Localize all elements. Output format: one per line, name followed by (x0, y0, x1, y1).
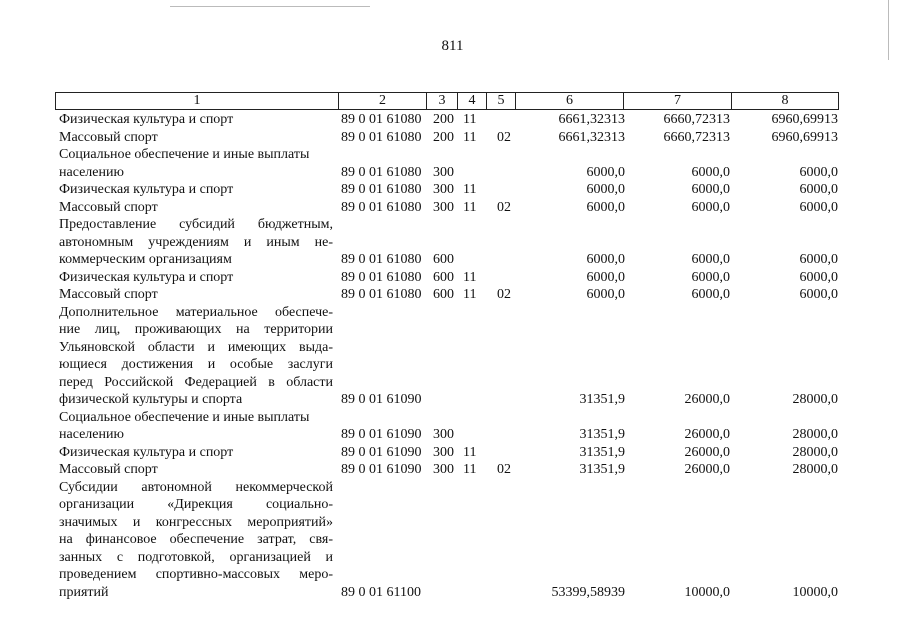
row-value-col8: 6000,0 (799, 269, 838, 285)
row-name-cell: коммерческим организациям (59, 252, 232, 267)
row-code-cell: 89 0 01 61080 (341, 287, 422, 302)
row-name-cell: Массовый спорт (59, 199, 158, 215)
row-code-cell: 89 0 01 61080 (341, 112, 422, 127)
table-row (0, 339, 905, 357)
row-value-col8: 28000,0 (792, 392, 838, 407)
row-code-cell: 89 0 01 61090 (341, 444, 422, 460)
row-rz-cell: 11 (463, 444, 477, 460)
row-rz-cell: 11 (463, 129, 477, 145)
row-value-col7: 6000,0 (691, 182, 730, 197)
row-name-cell: ние лиц, проживающих на территории (59, 322, 333, 337)
row-value-col7: 6000,0 (691, 164, 730, 180)
row-code-cell: 89 0 01 61080 (341, 199, 422, 215)
row-value-col6: 31351,9 (579, 392, 625, 407)
row-value-col6: 31351,9 (579, 462, 625, 477)
table-row (0, 164, 905, 182)
row-pr-cell: 02 (497, 462, 511, 477)
table-row (0, 146, 905, 164)
row-name-cell: на финансовое обеспечение затрат, свя- (59, 532, 333, 547)
row-name-cell: населению (59, 164, 124, 180)
header-col-1: 1 (56, 93, 339, 109)
table-row (0, 409, 905, 427)
row-value-col7: 6000,0 (691, 252, 730, 267)
row-name-cell: Субсидии автономной некоммерческой (59, 479, 333, 495)
header-col-3: 3 (427, 93, 458, 109)
row-vr-cell: 300 (433, 199, 454, 215)
row-value-col8: 28000,0 (792, 444, 838, 460)
row-name-cell: организации «Дирекция социально- (59, 497, 333, 512)
row-code-cell: 89 0 01 61090 (341, 392, 422, 407)
table-row (0, 216, 905, 234)
row-value-col8: 28000,0 (792, 462, 838, 477)
row-name-cell: Массовый спорт (59, 287, 158, 302)
row-value-col6: 6000,0 (586, 182, 625, 197)
row-value-col7: 6000,0 (691, 269, 730, 285)
row-value-col8: 10000,0 (792, 584, 838, 600)
row-value-col7: 10000,0 (684, 584, 730, 600)
header-col-2: 2 (339, 93, 427, 109)
row-rz-cell: 11 (463, 287, 477, 302)
row-name-cell: занных с подготовкой, организацией и (59, 549, 333, 565)
header-col-6: 6 (516, 93, 624, 109)
row-code-cell: 89 0 01 61080 (341, 182, 422, 197)
row-name-cell: приятий (59, 584, 109, 600)
table-row (0, 234, 905, 252)
table-row (0, 199, 905, 217)
row-value-col7: 6660,72313 (663, 129, 730, 145)
row-rz-cell: 11 (463, 112, 477, 127)
row-value-col8: 6000,0 (799, 252, 838, 267)
table-row (0, 304, 905, 322)
table-row (0, 549, 905, 567)
row-name-cell: физической культуры и спорта (59, 392, 243, 407)
row-value-col6: 31351,9 (579, 444, 625, 460)
table-row (0, 531, 905, 549)
row-name-cell: Предоставление субсидий бюджетным, (59, 217, 333, 232)
row-pr-cell: 02 (497, 287, 511, 302)
row-pr-cell: 02 (497, 129, 511, 145)
row-name-cell: Социальное обеспечение и иные выплаты (59, 409, 310, 425)
row-vr-cell: 600 (433, 252, 454, 267)
row-name-cell: перед Российской Федерацией в области (59, 374, 333, 390)
row-vr-cell: 300 (433, 427, 454, 442)
row-value-col7: 26000,0 (684, 462, 730, 477)
table-body (0, 111, 905, 601)
row-code-cell: 89 0 01 61090 (341, 427, 422, 442)
row-code-cell: 89 0 01 61080 (341, 252, 422, 267)
row-value-col7: 6000,0 (691, 287, 730, 302)
row-vr-cell: 300 (433, 164, 454, 180)
row-code-cell: 89 0 01 61080 (341, 269, 422, 285)
row-value-col7: 6000,0 (691, 199, 730, 215)
row-rz-cell: 11 (463, 182, 477, 197)
row-name-cell: Дополнительное материальное обеспече- (59, 304, 333, 320)
table-row (0, 111, 905, 129)
row-value-col8: 6960,69913 (771, 112, 838, 127)
table-row (0, 566, 905, 584)
row-name-cell: Физическая культура и спорт (59, 112, 234, 127)
table-row (0, 479, 905, 497)
table-row (0, 251, 905, 269)
row-value-col7: 26000,0 (684, 392, 730, 407)
header-col-7: 7 (624, 93, 732, 109)
row-name-cell: Массовый спорт (59, 129, 158, 145)
row-code-cell: 89 0 01 61080 (341, 129, 422, 145)
row-value-col6: 6000,0 (586, 164, 625, 180)
scan-artifact-top (170, 6, 370, 7)
row-value-col7: 26000,0 (684, 444, 730, 460)
row-value-col8: 6960,69913 (771, 129, 838, 145)
row-value-col6: 6000,0 (586, 269, 625, 285)
row-name-cell: населению (59, 427, 124, 442)
row-value-col7: 26000,0 (684, 427, 730, 442)
row-vr-cell: 300 (433, 444, 454, 460)
row-value-col6: 6000,0 (586, 199, 625, 215)
row-value-col6: 6000,0 (586, 287, 625, 302)
row-vr-cell: 600 (433, 287, 454, 302)
table-row (0, 181, 905, 199)
row-name-cell: проведением спортивно-массовых меро- (59, 567, 333, 582)
row-value-col8: 6000,0 (799, 182, 838, 197)
row-vr-cell: 200 (433, 112, 454, 127)
row-value-col8: 6000,0 (799, 199, 838, 215)
table-row (0, 496, 905, 514)
row-vr-cell: 300 (433, 182, 454, 197)
row-name-cell: автономным учреждениям и иным не- (59, 234, 333, 250)
row-pr-cell: 02 (497, 199, 511, 215)
row-value-col6: 6661,32313 (558, 129, 625, 145)
row-vr-cell: 200 (433, 129, 454, 145)
row-name-cell: значимых и конгрессных мероприятий» (59, 514, 333, 530)
row-rz-cell: 11 (463, 462, 477, 477)
row-value-col6: 6661,32313 (558, 112, 625, 127)
table-row (0, 269, 905, 287)
table-row (0, 391, 905, 409)
row-code-cell: 89 0 01 61100 (341, 584, 421, 600)
row-value-col6: 53399,58939 (551, 584, 625, 600)
row-name-cell: Физическая культура и спорт (59, 182, 234, 197)
row-vr-cell: 600 (433, 269, 454, 285)
row-name-cell: Массовый спорт (59, 462, 158, 477)
table-row (0, 374, 905, 392)
table-row (0, 321, 905, 339)
row-name-cell: Социальное обеспечение и иные выплаты (59, 147, 310, 162)
table-row (0, 461, 905, 479)
row-name-cell: Физическая культура и спорт (59, 444, 234, 460)
header-col-8: 8 (781, 93, 789, 108)
row-code-cell: 89 0 01 61090 (341, 462, 422, 477)
table-row (0, 584, 905, 602)
row-value-col6: 31351,9 (579, 427, 625, 442)
row-value-col8: 6000,0 (799, 287, 838, 302)
table-row (0, 426, 905, 444)
row-name-cell: Ульяновской области и имеющих выда- (59, 339, 333, 355)
row-vr-cell: 300 (433, 462, 454, 477)
row-value-col8: 28000,0 (792, 427, 838, 442)
row-name-cell: Физическая культура и спорт (59, 269, 234, 285)
row-code-cell: 89 0 01 61080 (341, 164, 422, 180)
row-value-col6: 6000,0 (586, 252, 625, 267)
row-rz-cell: 11 (463, 269, 477, 285)
row-name-cell: ющиеся достижения и особые заслуги (59, 357, 333, 372)
row-value-col8: 6000,0 (799, 164, 838, 180)
table-row (0, 286, 905, 304)
table-row (0, 356, 905, 374)
table-row (0, 444, 905, 462)
header-col-4: 4 (458, 93, 487, 109)
table-row (0, 129, 905, 147)
row-rz-cell: 11 (463, 199, 477, 215)
header-col-5: 5 (487, 93, 516, 109)
table-header (55, 92, 839, 110)
row-value-col7: 6660,72313 (663, 112, 730, 127)
table-row (0, 514, 905, 532)
page-number: 811 (441, 38, 464, 54)
